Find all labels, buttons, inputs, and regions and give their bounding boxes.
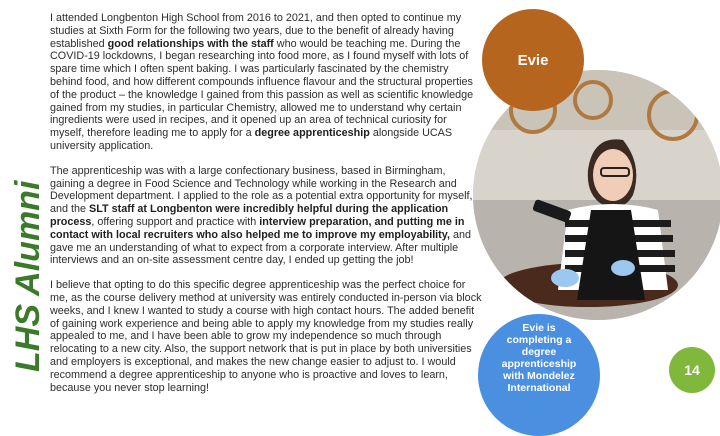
person-photo-icon [473,70,720,320]
bold-run: interview preparation, and putting me in contact with local recruiters who also helped me to improve my employability, [50,215,465,241]
article-body [50,12,482,406]
profile-photo [473,70,720,320]
side-title: LHS Alumni [9,180,47,372]
text-run: I attended Longbenton High School from 2016 to 2021, and then opted to continue my studies at Sixth Form for the following two years, due to the benefit of already having established [50,12,462,50]
name-badge: Evie [482,9,584,111]
text-run: who would be teaching me. During the COVID-19 lockdowns, I began researching into food more, as I found myself with lots of spare time which I often spent baking. I was particularly fascinated by the chemistry behind food, and how different compounds influence flavour and the structural properties of the product – the knowledge I gained from this passion as well as scientific knowledge gained from my studies, in particular Chemistry, allowed me to understand why certain ingredients were used in recipes, and it opened up an area of technical curiosity for myself, therefore leading me to apply for a [50,37,474,140]
text-run: The apprenticeship was with a large confectionary business, based in Birmingham, gaining a degree in Food Science and Technology while working in the Research and Development department. I applied to the role as a potential extra opportunity for myself, and the [50,164,473,216]
bold-run: degree apprenticeship [254,127,370,140]
paragraph-1 [50,12,482,153]
bold-run: good relationships with the staff [107,37,274,50]
text-run: alongside UCAS university application. [50,127,453,152]
text-run: , offering support and practice with [91,215,260,228]
paragraph-2 [50,165,482,267]
caption-badge: Evie is completing a degree apprenticeship with Mondelez International [478,314,600,436]
bold-run: SLT staff at Longbenton were incredibly helpful during the application process [50,203,449,228]
text-run: and gave me an understanding of what to expect from a corporate interview. After multiple interviews and an on-site assessment centre day, I ended up getting the job! [50,228,472,267]
paragraph-3 [50,279,482,394]
page-number: 14 [669,347,715,393]
text-run: I believe that opting to do this specific degree apprenticeship was the perfect choice for me, as the course delivery method at university was entirely conducted in-person via block weeks, and I knew I wanted to study a course with high contact hours. The added benefit of gaining work experience and being able to apply my knowledge from my studies really appealed to me, and I have been able to grow my independence so much through relocating to a new city. Also, the support network that is put in place by both universities and employers is exceptional, and makes the new change easier to adjust to. I would recommend a degree apprenticeship to anyone who is proactive and loves to learn, because you never stop learning! [50,279,482,394]
